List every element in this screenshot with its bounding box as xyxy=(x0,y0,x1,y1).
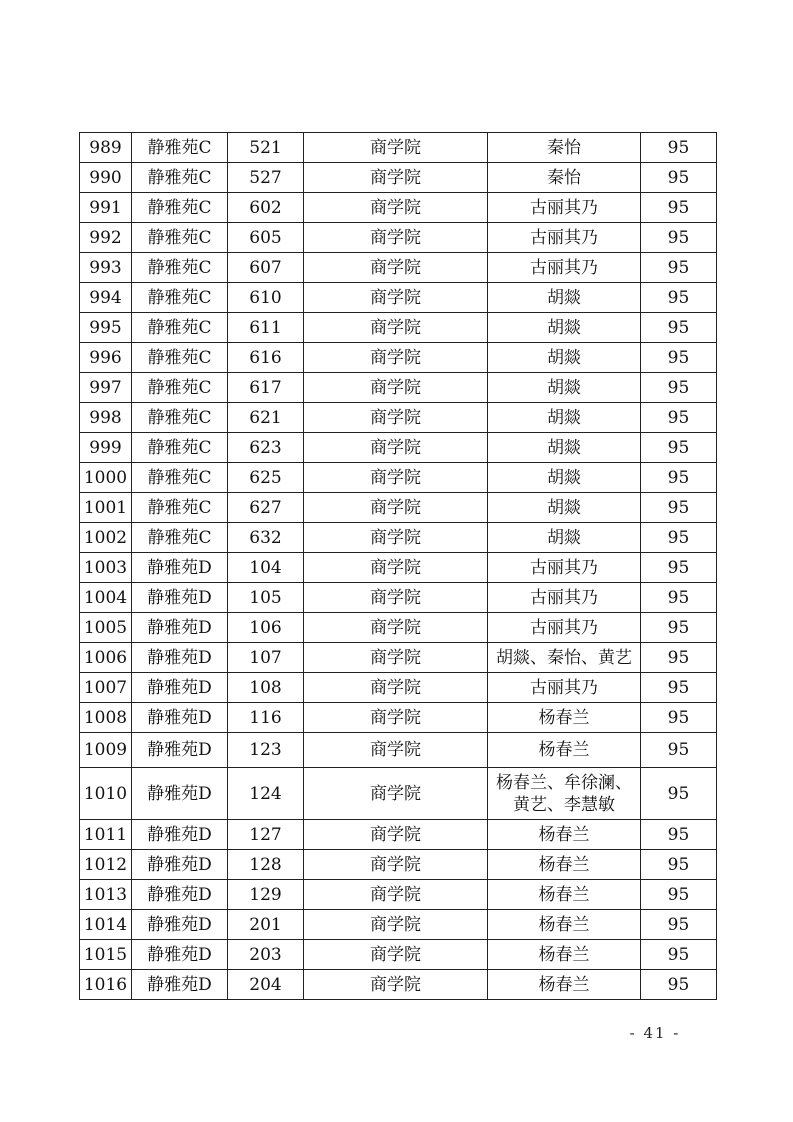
table-row xyxy=(80,463,717,493)
table-body xyxy=(80,133,717,1000)
table-row xyxy=(80,373,717,403)
cell-mentor xyxy=(488,880,641,910)
cell-building: 静雅苑D xyxy=(132,970,228,1000)
cell-college: 商学院 xyxy=(304,673,488,703)
cell-college: 商学院 xyxy=(304,223,488,253)
cell-number: 994 xyxy=(80,283,132,313)
cell-building: 静雅苑C xyxy=(132,193,228,223)
cell-room: 621 xyxy=(228,403,304,433)
cell-mentor xyxy=(488,673,641,703)
cell-room: 617 xyxy=(228,373,304,403)
cell-college: 商学院 xyxy=(304,433,488,463)
cell-college: 商学院 xyxy=(304,283,488,313)
table-row xyxy=(80,493,717,523)
cell-college: 商学院 xyxy=(304,163,488,193)
cell-mentor xyxy=(488,613,641,643)
cell-room: 128 xyxy=(228,850,304,880)
cell-room: 129 xyxy=(228,880,304,910)
cell-room: 123 xyxy=(228,733,304,768)
cell-room: 104 xyxy=(228,553,304,583)
cell-room: 105 xyxy=(228,583,304,613)
cell-mentor xyxy=(488,343,641,373)
cell-college: 商学院 xyxy=(304,970,488,1000)
cell-mentor xyxy=(488,703,641,733)
cell-college: 商学院 xyxy=(304,910,488,940)
cell-room: 108 xyxy=(228,673,304,703)
mentor-name: 胡燚 xyxy=(547,467,581,488)
mentor-name: 胡燚 xyxy=(547,317,581,338)
table-row xyxy=(80,283,717,313)
cell-score: 95 xyxy=(641,523,717,553)
cell-number: 1015 xyxy=(80,940,132,970)
table-row xyxy=(80,553,717,583)
cell-room: 107 xyxy=(228,643,304,673)
cell-building: 静雅苑D xyxy=(132,910,228,940)
cell-mentor xyxy=(488,493,641,523)
cell-number: 1003 xyxy=(80,553,132,583)
cell-building: 静雅苑C xyxy=(132,523,228,553)
cell-score: 95 xyxy=(641,643,717,673)
mentor-name: 胡燚、秦怡、黄艺 xyxy=(496,647,632,668)
cell-score: 95 xyxy=(641,733,717,768)
cell-number: 1016 xyxy=(80,970,132,1000)
cell-building: 静雅苑C xyxy=(132,493,228,523)
mentor-name: 古丽其乃 xyxy=(530,197,598,218)
cell-room: 611 xyxy=(228,313,304,343)
cell-mentor xyxy=(488,313,641,343)
page-number: - 41 - xyxy=(629,1024,681,1042)
cell-number: 1000 xyxy=(80,463,132,493)
cell-number: 1007 xyxy=(80,673,132,703)
cell-building: 静雅苑D xyxy=(132,643,228,673)
cell-building: 静雅苑C xyxy=(132,343,228,373)
cell-mentor xyxy=(488,768,641,820)
mentor-name: 古丽其乃 xyxy=(530,677,598,698)
cell-room: 124 xyxy=(228,768,304,820)
table-row xyxy=(80,733,717,768)
cell-mentor xyxy=(488,850,641,880)
mentor-name: 胡燚 xyxy=(547,527,581,548)
cell-score: 95 xyxy=(641,283,717,313)
cell-number: 992 xyxy=(80,223,132,253)
mentor-name: 杨春兰 xyxy=(538,914,590,935)
cell-college: 商学院 xyxy=(304,850,488,880)
table-row xyxy=(80,583,717,613)
mentor-name: 杨春兰 xyxy=(538,740,590,760)
cell-college: 商学院 xyxy=(304,523,488,553)
table-row xyxy=(80,880,717,910)
cell-college: 商学院 xyxy=(304,820,488,850)
mentor-name: 胡燚 xyxy=(547,377,581,398)
cell-score: 95 xyxy=(641,313,717,343)
cell-college: 商学院 xyxy=(304,768,488,820)
table-row xyxy=(80,613,717,643)
cell-mentor xyxy=(488,223,641,253)
table-row xyxy=(80,850,717,880)
cell-mentor xyxy=(488,193,641,223)
cell-college: 商学院 xyxy=(304,553,488,583)
cell-score: 95 xyxy=(641,403,717,433)
table-row xyxy=(80,940,717,970)
cell-mentor xyxy=(488,373,641,403)
table-row xyxy=(80,768,717,820)
cell-number: 991 xyxy=(80,193,132,223)
cell-score: 95 xyxy=(641,133,717,163)
cell-room: 602 xyxy=(228,193,304,223)
cell-building: 静雅苑C xyxy=(132,283,228,313)
table-row xyxy=(80,910,717,940)
cell-score: 95 xyxy=(641,673,717,703)
cell-building: 静雅苑D xyxy=(132,880,228,910)
cell-score: 95 xyxy=(641,253,717,283)
cell-room: 127 xyxy=(228,820,304,850)
cell-mentor xyxy=(488,820,641,850)
cell-building: 静雅苑D xyxy=(132,673,228,703)
cell-number: 1011 xyxy=(80,820,132,850)
cell-college: 商学院 xyxy=(304,703,488,733)
cell-number: 1002 xyxy=(80,523,132,553)
cell-building: 静雅苑D xyxy=(132,733,228,768)
cell-number: 999 xyxy=(80,433,132,463)
cell-building: 静雅苑C xyxy=(132,253,228,283)
cell-building: 静雅苑D xyxy=(132,820,228,850)
cell-building: 静雅苑D xyxy=(132,850,228,880)
cell-score: 95 xyxy=(641,463,717,493)
cell-college: 商学院 xyxy=(304,343,488,373)
cell-score: 95 xyxy=(641,343,717,373)
table-row xyxy=(80,673,717,703)
mentor-name: 杨春兰 xyxy=(538,854,590,875)
cell-room: 106 xyxy=(228,613,304,643)
mentor-name: 黄艺、李慧敏 xyxy=(513,794,615,815)
cell-score: 95 xyxy=(641,910,717,940)
cell-score: 95 xyxy=(641,703,717,733)
cell-score: 95 xyxy=(641,583,717,613)
cell-college: 商学院 xyxy=(304,733,488,768)
cell-mentor xyxy=(488,583,641,613)
mentor-name: 古丽其乃 xyxy=(530,617,598,638)
table-row xyxy=(80,403,717,433)
cell-building: 静雅苑C xyxy=(132,313,228,343)
cell-college: 商学院 xyxy=(304,193,488,223)
cell-building: 静雅苑D xyxy=(132,553,228,583)
mentor-name: 胡燚 xyxy=(547,407,581,428)
cell-room: 201 xyxy=(228,910,304,940)
cell-number: 998 xyxy=(80,403,132,433)
cell-number: 1006 xyxy=(80,643,132,673)
cell-college: 商学院 xyxy=(304,463,488,493)
table-row xyxy=(80,970,717,1000)
cell-score: 95 xyxy=(641,553,717,583)
cell-score: 95 xyxy=(641,433,717,463)
cell-mentor xyxy=(488,643,641,673)
cell-room: 204 xyxy=(228,970,304,1000)
cell-building: 静雅苑C xyxy=(132,133,228,163)
cell-mentor xyxy=(488,553,641,583)
cell-score: 95 xyxy=(641,940,717,970)
cell-college: 商学院 xyxy=(304,493,488,523)
cell-mentor xyxy=(488,970,641,1000)
table-row xyxy=(80,133,717,163)
cell-college: 商学院 xyxy=(304,583,488,613)
cell-number: 1001 xyxy=(80,493,132,523)
cell-room: 610 xyxy=(228,283,304,313)
cell-building: 静雅苑C xyxy=(132,463,228,493)
cell-building: 静雅苑C xyxy=(132,163,228,193)
table-row xyxy=(80,223,717,253)
cell-room: 203 xyxy=(228,940,304,970)
dormitory-score-table xyxy=(79,132,717,1000)
mentor-name: 杨春兰 xyxy=(538,974,590,995)
mentor-name: 杨春兰、牟徐澜、 xyxy=(496,772,632,793)
cell-building: 静雅苑D xyxy=(132,940,228,970)
cell-room: 521 xyxy=(228,133,304,163)
table-row xyxy=(80,313,717,343)
mentor-name: 秦怡 xyxy=(547,167,581,188)
mentor-name: 杨春兰 xyxy=(538,824,590,845)
cell-score: 95 xyxy=(641,163,717,193)
cell-number: 993 xyxy=(80,253,132,283)
table-row xyxy=(80,820,717,850)
cell-mentor xyxy=(488,133,641,163)
cell-mentor xyxy=(488,283,641,313)
cell-college: 商学院 xyxy=(304,373,488,403)
cell-score: 95 xyxy=(641,493,717,523)
cell-college: 商学院 xyxy=(304,313,488,343)
cell-score: 95 xyxy=(641,193,717,223)
cell-building: 静雅苑D xyxy=(132,583,228,613)
cell-score: 95 xyxy=(641,223,717,253)
cell-number: 1004 xyxy=(80,583,132,613)
cell-room: 607 xyxy=(228,253,304,283)
mentor-name: 古丽其乃 xyxy=(530,257,598,278)
cell-room: 632 xyxy=(228,523,304,553)
cell-mentor xyxy=(488,403,641,433)
cell-building: 静雅苑D xyxy=(132,703,228,733)
cell-number: 1008 xyxy=(80,703,132,733)
cell-building: 静雅苑C xyxy=(132,223,228,253)
cell-college: 商学院 xyxy=(304,403,488,433)
cell-building: 静雅苑C xyxy=(132,373,228,403)
cell-number: 1012 xyxy=(80,850,132,880)
cell-college: 商学院 xyxy=(304,253,488,283)
cell-number: 990 xyxy=(80,163,132,193)
cell-college: 商学院 xyxy=(304,940,488,970)
mentor-name: 胡燚 xyxy=(547,437,581,458)
table-row xyxy=(80,343,717,373)
cell-mentor xyxy=(488,433,641,463)
table-row xyxy=(80,193,717,223)
cell-room: 627 xyxy=(228,493,304,523)
cell-college: 商学院 xyxy=(304,613,488,643)
cell-mentor xyxy=(488,733,641,768)
cell-building: 静雅苑D xyxy=(132,768,228,820)
table-row xyxy=(80,433,717,463)
table-row xyxy=(80,643,717,673)
cell-number: 1005 xyxy=(80,613,132,643)
cell-score: 95 xyxy=(641,373,717,403)
cell-mentor xyxy=(488,523,641,553)
cell-number: 1013 xyxy=(80,880,132,910)
cell-number: 995 xyxy=(80,313,132,343)
cell-room: 616 xyxy=(228,343,304,373)
cell-building: 静雅苑C xyxy=(132,403,228,433)
cell-mentor xyxy=(488,163,641,193)
mentor-name: 胡燚 xyxy=(547,497,581,518)
cell-number: 1010 xyxy=(80,768,132,820)
cell-room: 116 xyxy=(228,703,304,733)
table-row xyxy=(80,703,717,733)
mentor-name: 古丽其乃 xyxy=(530,587,598,608)
cell-number: 996 xyxy=(80,343,132,373)
mentor-name: 胡燚 xyxy=(547,287,581,308)
mentor-name: 古丽其乃 xyxy=(530,557,598,578)
cell-building: 静雅苑D xyxy=(132,613,228,643)
cell-room: 623 xyxy=(228,433,304,463)
cell-score: 95 xyxy=(641,768,717,820)
cell-score: 95 xyxy=(641,970,717,1000)
cell-college: 商学院 xyxy=(304,643,488,673)
cell-number: 989 xyxy=(80,133,132,163)
table-row xyxy=(80,163,717,193)
mentor-name: 杨春兰 xyxy=(538,944,590,965)
cell-building: 静雅苑C xyxy=(132,433,228,463)
cell-score: 95 xyxy=(641,820,717,850)
mentor-name: 秦怡 xyxy=(547,137,581,158)
cell-number: 997 xyxy=(80,373,132,403)
cell-room: 527 xyxy=(228,163,304,193)
mentor-name: 古丽其乃 xyxy=(530,227,598,248)
mentor-name: 胡燚 xyxy=(547,347,581,368)
cell-room: 605 xyxy=(228,223,304,253)
cell-room: 625 xyxy=(228,463,304,493)
cell-college: 商学院 xyxy=(304,133,488,163)
cell-mentor xyxy=(488,463,641,493)
mentor-name: 杨春兰 xyxy=(538,707,590,728)
cell-score: 95 xyxy=(641,880,717,910)
cell-mentor xyxy=(488,253,641,283)
cell-mentor xyxy=(488,910,641,940)
cell-score: 95 xyxy=(641,613,717,643)
table-row xyxy=(80,523,717,553)
mentor-name: 杨春兰 xyxy=(538,884,590,905)
cell-mentor xyxy=(488,940,641,970)
cell-number: 1009 xyxy=(80,733,132,768)
table-row xyxy=(80,253,717,283)
cell-number: 1014 xyxy=(80,910,132,940)
cell-score: 95 xyxy=(641,850,717,880)
cell-college: 商学院 xyxy=(304,880,488,910)
